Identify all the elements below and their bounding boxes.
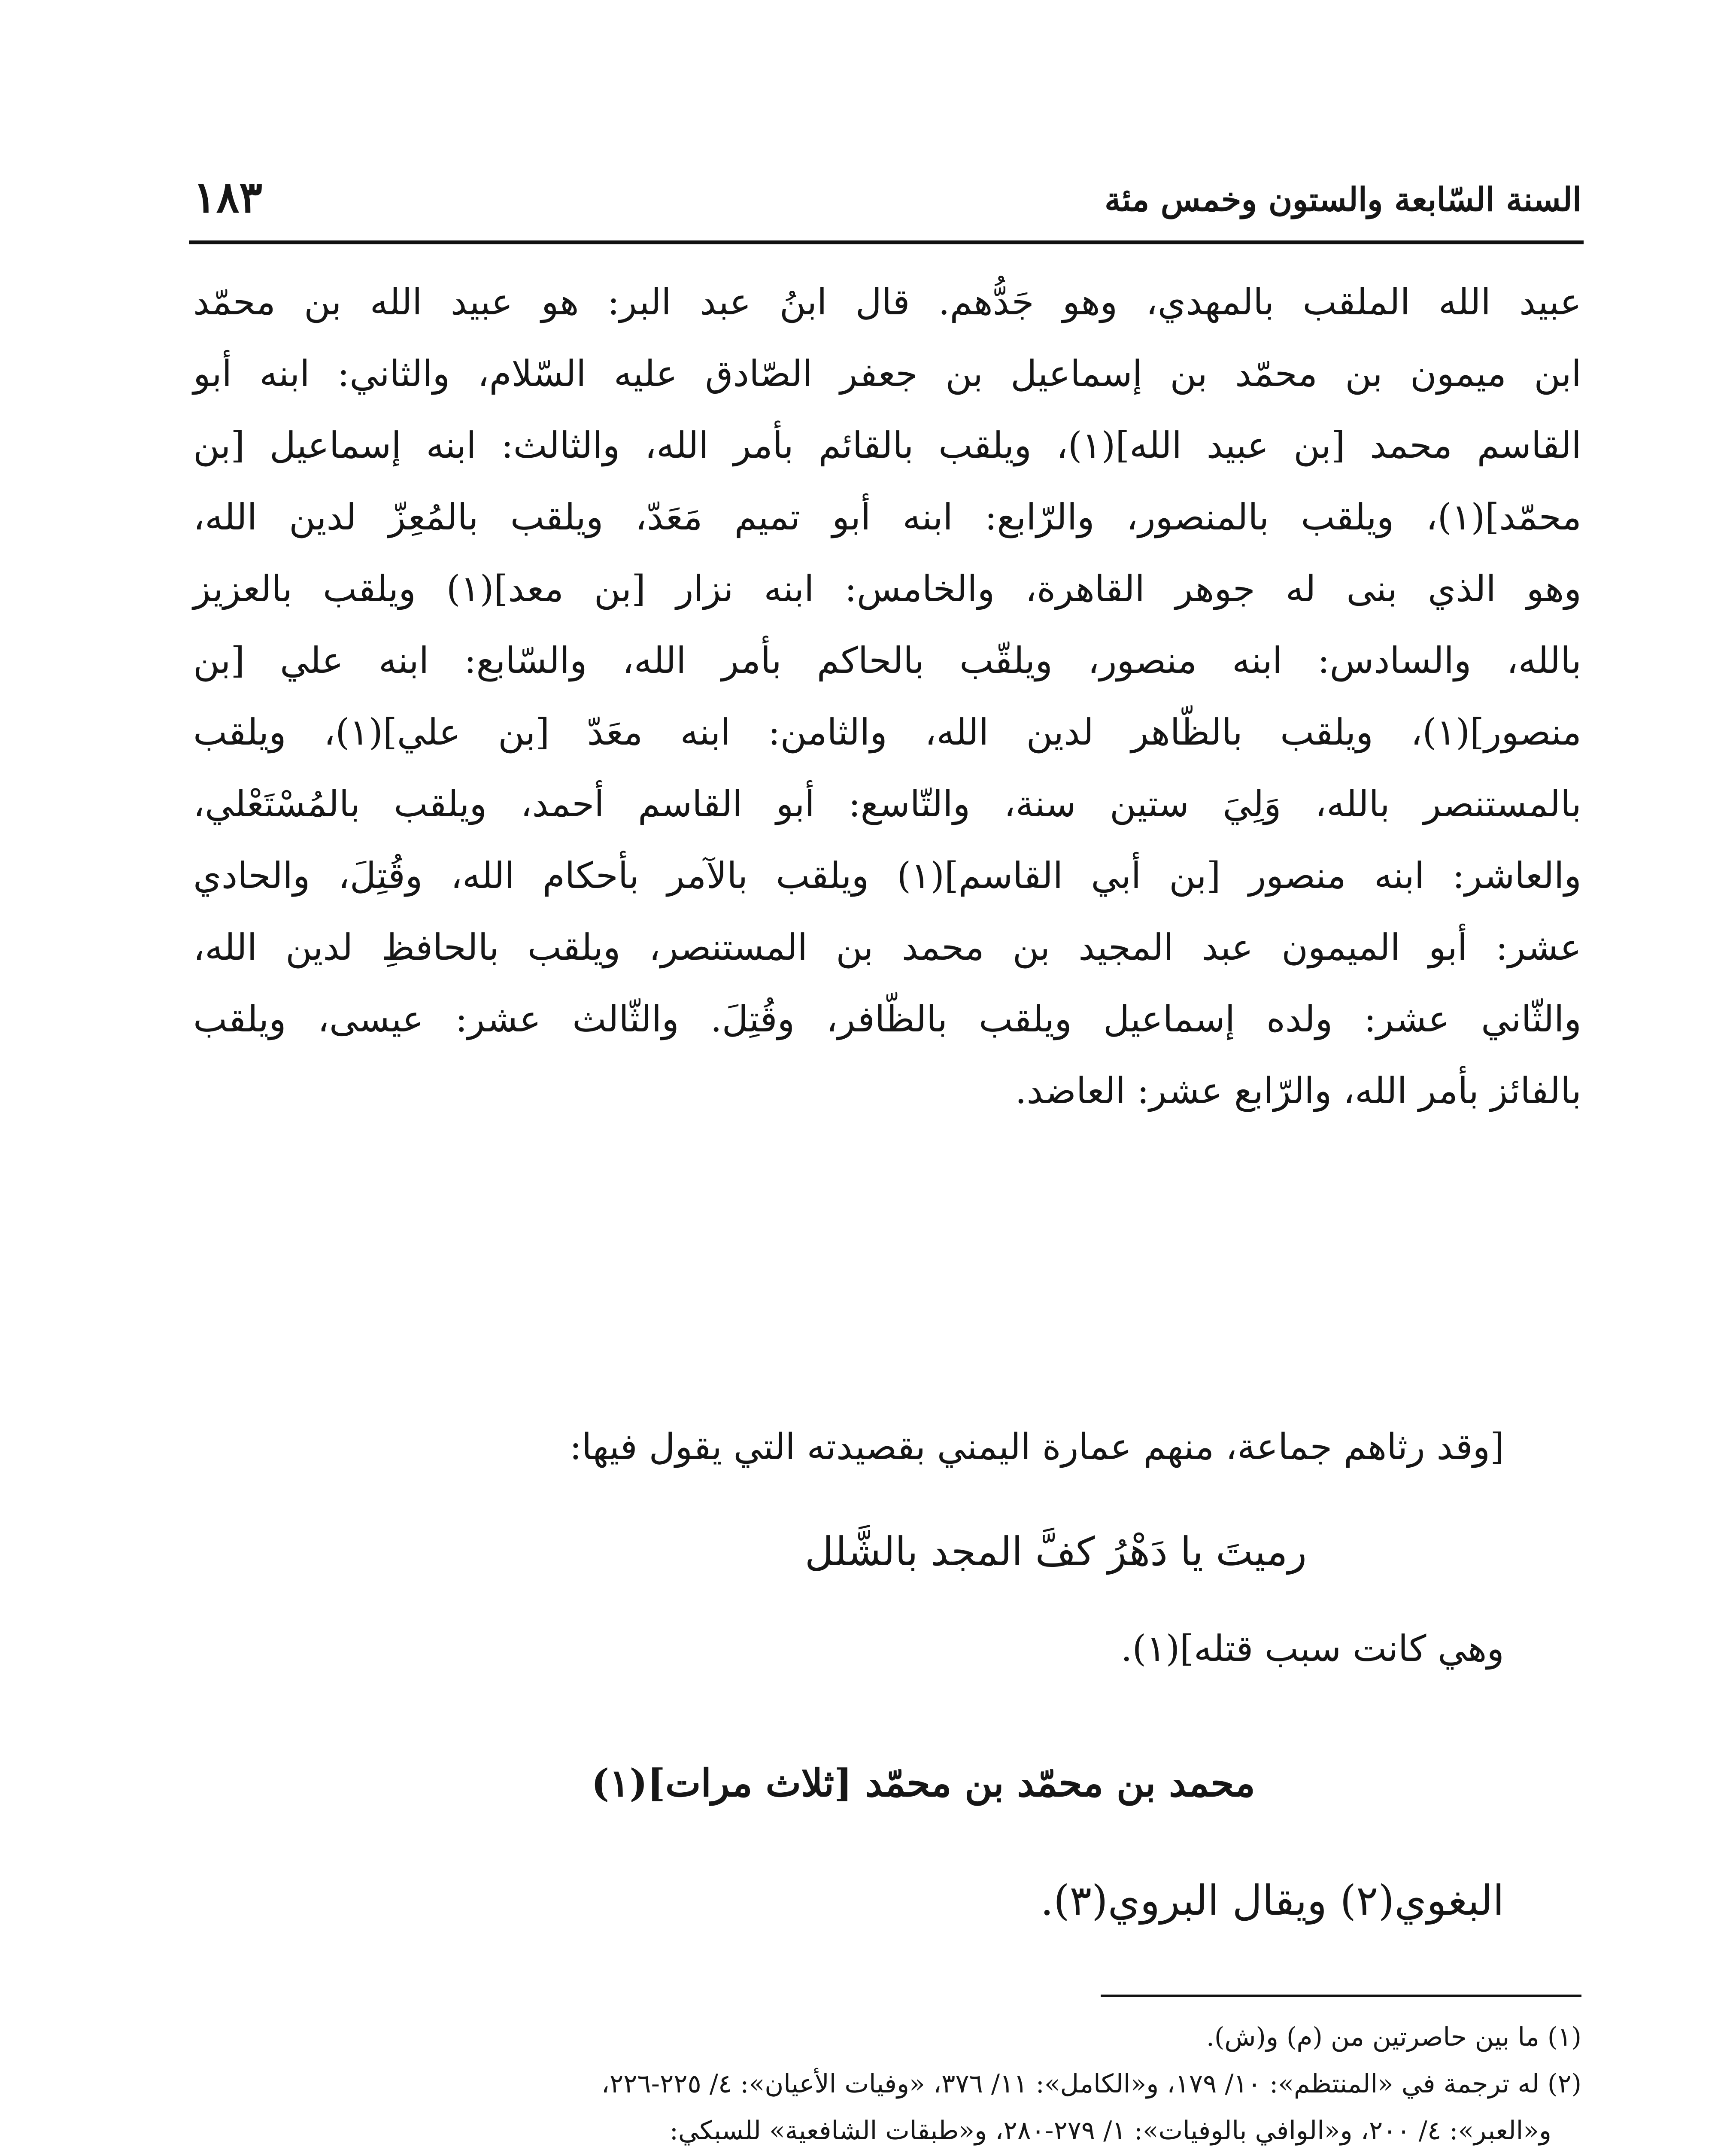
footnotes-block (180, 2014, 1581, 2147)
footnote-2: (٢) له ترجمة في «المنتظم»: ١٠/ ١٧٩، و«الكامل»: ١١/ ٣٧٦، «وفيات الأعيان»: ٤/ ٢٢٥-٢٢٦، (601, 2069, 1581, 2099)
entry-nisba-line: البغوي(٢) ويقال البروي(٣). (1040, 1876, 1504, 1925)
body-line: عبيد الله الملقب بالمهدي، وهو جَدُّهم. قال ابنُ عبد البر: هو عبيد الله بن محمّد (193, 281, 1581, 323)
body-line: والعاشر: ابنه منصور [بن أبي القاسم](١) ويلقب بالآمر بأحكام الله، وقُتِلَ، والحادي (193, 855, 1581, 897)
poem-verse: رميتَ يا دَهْرُ كفَّ المجد بالشَّلل (804, 1529, 1307, 1575)
body-line: وهو الذي بنى له جوهر القاهرة، والخامس: ابنه نزار [بن معد](١) ويلقب بالعزيز (193, 568, 1581, 610)
header-divider (189, 240, 1584, 244)
body-line: والثّاني عشر: ولده إسماعيل ويلقب بالظّافر، وقُتِلَ. والثّالث عشر: عيسى، ويلقب (193, 998, 1582, 1040)
footnote-2-continued: و«العبر»: ٤/ ٢٠٠، و«الوافي بالوفيات»: ١/ ٢٧٩-٢٨٠، و«طبقات الشافعية» للسبكي: (669, 2116, 1551, 2146)
verse-note: وهي كانت سبب قتله](١). (1120, 1627, 1504, 1670)
body-line-last: بالفائز بأمر الله، والرّابع عشر: العاضد. (1015, 1070, 1581, 1112)
page-number: ١٨٣ (193, 172, 263, 222)
footnote-divider (1101, 1995, 1581, 1997)
running-header (193, 172, 1581, 236)
body-line: محمّد](١)، ويلقب بالمنصور، والرّابع: ابنه أبو تميم مَعَدّ، ويلقب بالمُعِزّ لدين الله، (193, 496, 1581, 538)
body-line: بالمستنصر بالله، وَلِيَ ستين سنة، والتّاسع: أبو القاسم أحمد، ويلقب بالمُسْتَعْلي، (193, 783, 1581, 825)
running-header-title: السنة السّابعة والستون وخمس مئة (1104, 180, 1581, 219)
body-line: بالله، والسادس: ابنه منصور، ويلقّب بالحاكم بأمر الله، والسّابع: ابنه علي [بن (193, 639, 1581, 681)
elegy-intro-line: [وقد رثاهم جماعة، منهم عمارة اليمني بقصيدته التي يقول فيها: (569, 1426, 1504, 1468)
body-line: القاسم محمد [بن عبيد الله](١)، ويلقب بالقائم بأمر الله، والثالث: ابنه إسماعيل [بن (193, 424, 1581, 466)
footnote-1: (١) ما بين حاصرتين من (م) و(ش). (1206, 2022, 1581, 2052)
body-line: منصور](١)، ويلقب بالظّاهر لدين الله، والثامن: ابنه معَدّ [بن علي](١)، ويلقب (193, 711, 1581, 753)
body-line: ابن ميمون بن محمّد بن إسماعيل بن جعفر الصّادق عليه السّلام، والثاني: ابنه أبو (193, 353, 1581, 395)
entry-heading: محمد بن محمّد بن محمّد [ثلاث مرات](١) (591, 1761, 1255, 1805)
body-line: عشر: أبو الميمون عبد المجيد بن محمد بن المستنصر، ويلقب بالحافظِ لدين الله، (193, 926, 1581, 968)
main-text-block (193, 266, 1581, 1127)
